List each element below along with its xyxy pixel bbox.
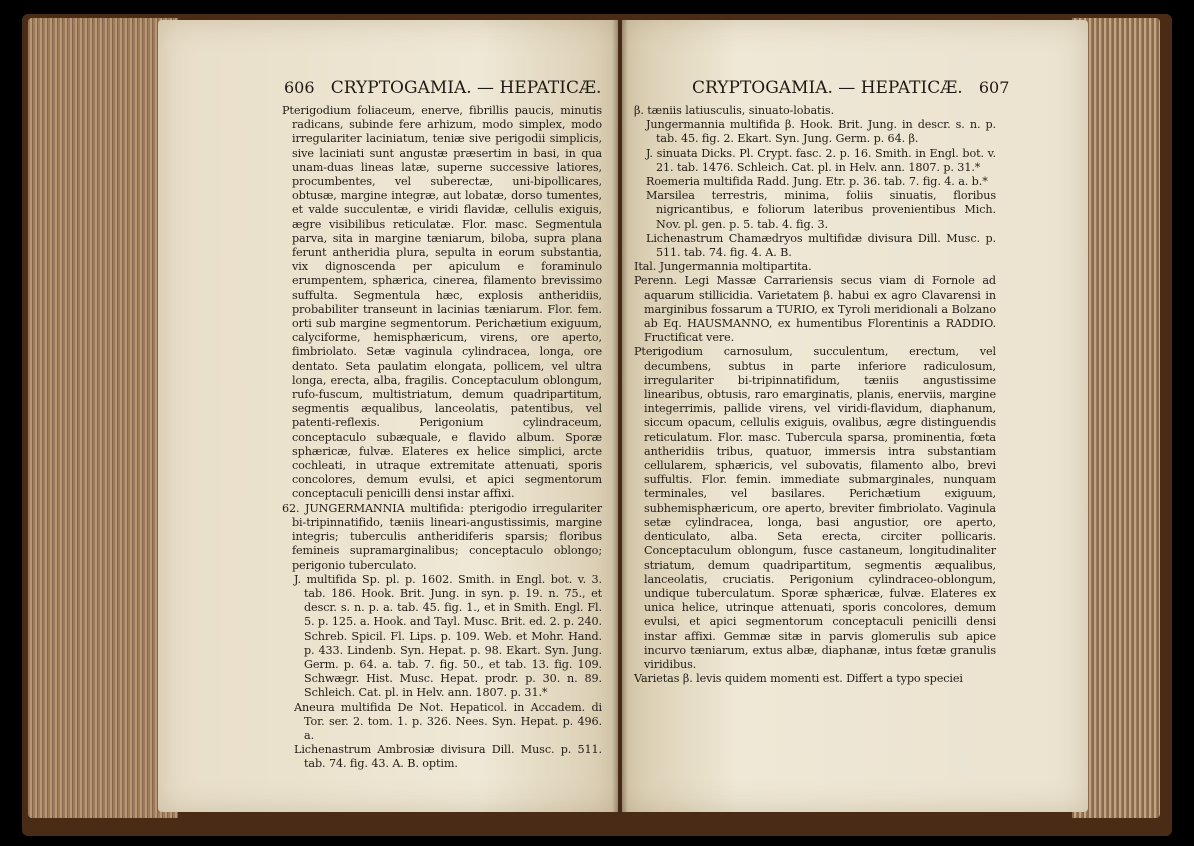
right-paragraph-synonym: Jungermannia multifida β. Hook. Brit. Jung. in descr. s. n. p. tab. 45. fig. 2. Ekart. Syn. Jung. Germ. p. 64. β.	[646, 118, 996, 146]
right-page	[622, 20, 1088, 812]
right-paragraph-synonym: J. sinuata Dicks. Pl. Crypt. fasc. 2. p. 16. Smith. in Engl. bot. v. 21. tab. 1476. Schleich. Cat. pl. in Helv. ann. 1807. p. 31.*	[646, 146, 996, 174]
left-page-number: 606	[284, 78, 315, 97]
left-running-head: CRYPTOGAMIA. — HEPATICÆ.	[330, 78, 602, 98]
right-paragraph-variety: β. tæniis latiusculis, sinuato-lobatis.	[634, 104, 835, 117]
right-paragraph-description: Pterigodium carnosulum, succulentum, erectum, vel decumbens, subtus in parte inferiore radiculosum, irregulariter bi-tripinnatifidum, tæniis angustissime linearibus, obtusis, raro emarginatis, planis, enerviis, margine integerrimis, pallide virens, vel viridi-flavidum, diaphanum, siccum opacum, cellulis exiguis, ovalibus, ægre distinguendis reticulatum. Flor. masc. Tubercula sparsa, prominentia, fœta antheridiis tribus, quatuor, immersis intra substantiam cellularem, sphæricis, vel subovatis, filamento albo, brevi suffultis. Flor. femin. immediate submarginales, nunquam terminales, vel basilares. Perichætium exiguum, subhemisphæricum, ore aperto, breviter fimbriolato. Vaginula setæ cylindracea, longa, basi angustior, ore aperto, denticulato, alba. Seta erecta, circiter pollicaris. Conceptaculum oblongum, fusce castaneum, longitudinaliter striatum, demum quadripartitum, segmentis æqualibus, lanceolatis, cruciatis. Perigonium cylindraceo-oblongum, undique tuberculatum. Sporæ sphæricæ, fulvæ. Elateres ex unica helice, utrinque attenuati, sporis concolores, demum evulsi, et apici segmentorum conceptaculi penicilli densi instar affixi. Gemmæ sitæ in parvis glomerulis sub apice incurvo tæniarum, extus albæ, diaphanæ, intus fœtæ granulis viridibus.	[634, 345, 996, 671]
right-page-header	[692, 78, 1009, 98]
right-paragraph-synonym: Marsilea terrestris, minima, foliis sinuatis, floribus nigricantibus, e foliorum lateribus provenientibus Mich. Nov. pl. gen. p. 5. tab. 4. fig. 3.	[646, 189, 996, 231]
right-page-body	[634, 104, 996, 686]
left-page-body	[282, 104, 602, 772]
left-paragraph-synonym: Lichenastrum Ambrosiæ divisura Dill. Musc. p. 511. tab. 74. fig. 43. A. B. optim.	[294, 743, 602, 771]
left-paragraph-synonym: J. multifida Sp. pl. p. 1602. Smith. in Engl. bot. v. 3. tab. 186. Hook. Brit. Jung. in syn. p. 19. n. 75., et descr. s. n. p. a. tab. 45. fig. 1., et in Smith. Engl. Fl. 5. p. 125. a. Hook. and Tayl. Musc. Brit. ed. 2. p. 240. Schreb. Spicil. Fl. Lips. p. 109. Web. et Mohr. Hand. p. 433. Lindenb. Syn. Hepat. p. 98. Ekart. Syn. Jung. Germ. p. 64. a. tab. 7. fig. 50., et tab. 13. fig. 109. Schwægr. Hist. Musc. Hepat. prodr. p. 30. n. 89. Schleich. Cat. pl. in Helv. ann. 1807. p. 31.*	[294, 572, 602, 700]
book-gutter	[612, 20, 628, 812]
left-page	[158, 20, 618, 812]
left-paragraph-synonym: Aneura multifida De Not. Hepaticol. in Accadem. di Tor. ser. 2. tom. 1. p. 326. Nees. Syn. Hepat. p. 496. a.	[294, 700, 602, 742]
right-page-number: 607	[978, 78, 1010, 97]
right-paragraph-italian-name: Ital. Jungermannia moltipartita.	[634, 260, 812, 274]
right-running-head: CRYPTOGAMIA. — HEPATICÆ.	[692, 78, 963, 98]
left-paragraph: Pterigodium foliaceum, enerve, fibrillis paucis, minutis radicans, subinde fere arhizum, modo simplex, modo irregulariter laciniatum, teniæ sive perigodii simplicis, sive laciniati sunt angustæ præsertim in basi, in qua unam-duas lineas latæ, superne successive latiores, procumbentes, vel suberectæ, uni-bipollicares, obtusæ, margine integræ, aut lobatæ, dorso tumentes, et valde succulentæ, e viridi flavidæ, cellulis exiguis, ægre visibilibus reticulatæ. Flor. masc. Segmentula parva, sita in margine tæniarum, biloba, supra plana ferunt antheridia plura, sepulta in eorum substantia, vix dignoscenda per apiculum e foraminulo erumpentem, sphærica, cinerea, filamento brevissimo suffulta. Segmentula hæc, explosis antheridiis, probabiliter transeunt in lacinias tæniarum. Flor. fem. orti sub margine segmentorum. Perichætium exiguum, calyciforme, hemisphæricum, virens, ore aperto, fimbriolato. Setæ vaginula cylindracea, longa, ore dentato. Seta paulatim elongata, pollicem, vel ultra longa, erecta, alba, fragilis. Conceptaculum oblongum, rufo-fuscum, multistriatum, demum quadripartitum, segmentis æqualibus, lanceolatis, patentibus, vel patenti-reflexis. Perigonium cylindraceum, conceptaculo subæquale, e flavido album. Sporæ sphæricæ, fulvæ. Elateres ex helice simplici, arcte cochleati, in utraque extremitate attenuati, sporis concolores, demum evulsi, et apici segmentorum conceptaculi penicilli densi instar affixi.	[282, 104, 602, 501]
right-paragraph-habitat: Perenn. Legi Massæ Carrariensis secus viam di Fornole ad aquarum stillicidia. Varietatem β. habui ex agro Clavarensi in marginibus fossarum a TURIO, ex Tyroli meridionali a Bolzano ab Eq. HAUSMANNO, ex humentibus Florentinis a RADDIO. Fructificat vere.	[634, 274, 996, 345]
right-paragraph-synonym: Lichenastrum Chamædryos multifidæ divisura Dill. Musc. p. 511. tab. 74. fig. 4. A. B.	[646, 231, 996, 260]
page-edges-left	[28, 18, 178, 818]
right-paragraph-synonym: Roemeria multifida Radd. Jung. Etr. p. 36. tab. 7. fig. 4. a. b.*	[646, 175, 988, 189]
right-paragraph-variety-note: Varietas β. levis quidem momenti est. Differt a typo speciei	[634, 672, 963, 686]
left-paragraph-species-62: 62. JUNGERMANNIA multifida: pterigodio irregulariter bi-tripinnatifido, tæniis lineari-angustissimis, margine integris; tuberculis antheridiferis sparsis; floribus femineis supramarginalibus; conceptaculo oblongo; perigonio tuberculato.	[282, 501, 602, 572]
left-page-header	[284, 78, 601, 98]
